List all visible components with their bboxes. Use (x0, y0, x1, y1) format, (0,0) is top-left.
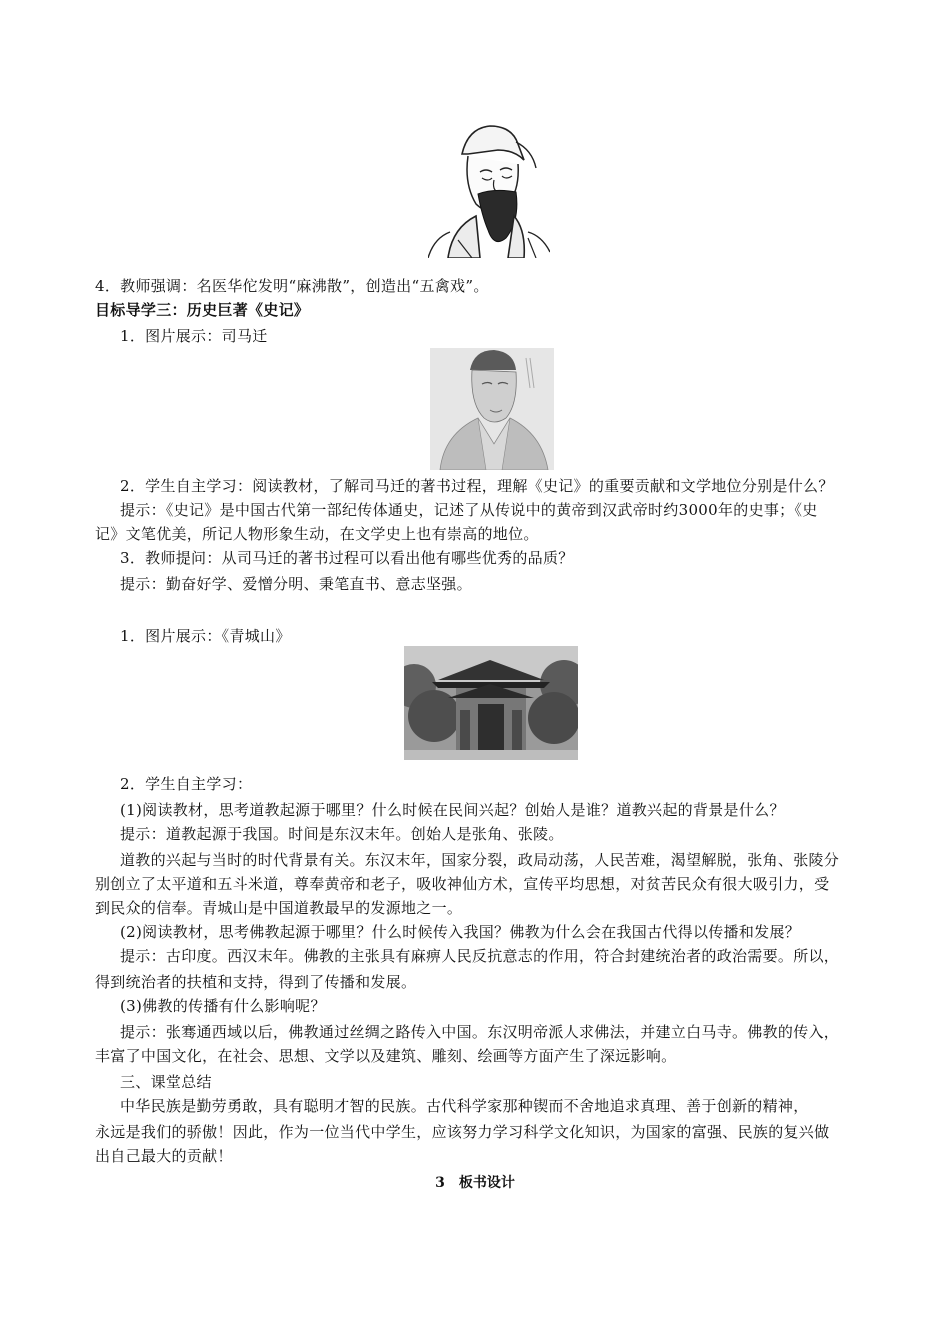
hint-influence-line2: 丰富了中国文化，在社会、思想、文学以及建筑、雕刻、绘画等方面产生了深远影响。 (95, 1047, 677, 1065)
simaqian-portrait (430, 348, 554, 470)
taoism-background-line3: 到民众的信奉。青城山是中国道教最早的发源地之一。 (95, 899, 463, 917)
hint-qualities-line: 提示：勤奋好学、爱憎分明、秉笔直书、意志坚强。 (120, 575, 472, 593)
qingchengshan-photo (404, 646, 578, 760)
class-summary-heading: 三、课堂总结 (120, 1073, 212, 1091)
hint-shiji-line1: 提示：《史记》是中国古代第一部纪传体通史，记述了从传说中的黄帝到汉武帝时约3000年的史事；《史 (120, 501, 818, 519)
huatuo-portrait (428, 120, 550, 258)
question-buddhism-influence: (3)佛教的传播有什么影响呢？ (120, 997, 326, 1015)
summary-line2: 永远是我们的骄傲！因此，作为一位当代中学生，应该努力学习科学文化知识，为国家的富强、民族的复兴做 (95, 1123, 830, 1141)
hint-shiji-line2: 记》文笔优美，所记人物形象生动，在文学史上也有崇高的地位。 (95, 525, 539, 543)
board-design-heading: 3 板书设计 (435, 1175, 515, 1191)
teacher-question-line: 3．教师提问：从司马迁的著书过程可以看出他有哪些优秀的品质？ (120, 549, 574, 567)
image-show-simaqian: 1．图片展示：司马迁 (120, 327, 268, 345)
teacher-emphasis-line: 4．教师强调：名医华佗发明“麻沸散”，创造出“五禽戏”。 (95, 277, 489, 295)
image-show-qingchengshan: 1．图片展示：《青城山》 (120, 627, 291, 645)
hint-taoism: 提示：道教起源于我国。时间是东汉末年。创始人是张角、张陵。 (120, 825, 564, 843)
summary-line1: 中华民族是勤劳勇敢，具有聪明才智的民族。古代科学家那种锲而不舍地追求真理、善于创新的精神， (120, 1097, 809, 1115)
question-buddhism: (2)阅读教材，思考佛教起源于哪里？什么时候传入我国？佛教为什么会在我国古代得以传播和发展？ (120, 923, 801, 941)
taoism-background-line1: 道教的兴起与当时的时代背景有关。东汉末年，国家分裂，政局动荡，人民苦难，渴望解脱，张角、张陵分 (120, 851, 840, 869)
self-study-heading: 2．学生自主学习： (120, 775, 253, 793)
taoism-background-line2: 别创立了太平道和五斗米道，尊奉黄帝和老子，吸收神仙方术，宣传平均思想，对贫苦民众有很大吸引力，受 (95, 875, 830, 893)
summary-line3: 出自己最大的贡献！ (95, 1147, 233, 1165)
hint-buddhism-line1: 提示：古印度。西汉末年。佛教的主张具有麻痹人民反抗意志的作用，符合封建统治者的政治需要。所以， (120, 947, 840, 965)
self-study-prompt-shiji: 2．学生自主学习：阅读教材，了解司马迁的著书过程，理解《史记》的重要贡献和文学地位分别是什么？ (120, 477, 834, 495)
hint-buddhism-line2: 得到统治者的扶植和支持，得到了传播和发展。 (95, 973, 417, 991)
section-heading-shiji: 目标导学三：历史巨著《史记》 (95, 301, 310, 319)
hint-influence-line1: 提示：张骞通西域以后，佛教通过丝绸之路传入中国。东汉明帝派人求佛法，并建立白马寺。佛教的传入， (120, 1023, 840, 1041)
question-taoism: (1)阅读教材，思考道教起源于哪里？什么时候在民间兴起？创始人是谁？道教兴起的背景是什么？ (120, 801, 785, 819)
